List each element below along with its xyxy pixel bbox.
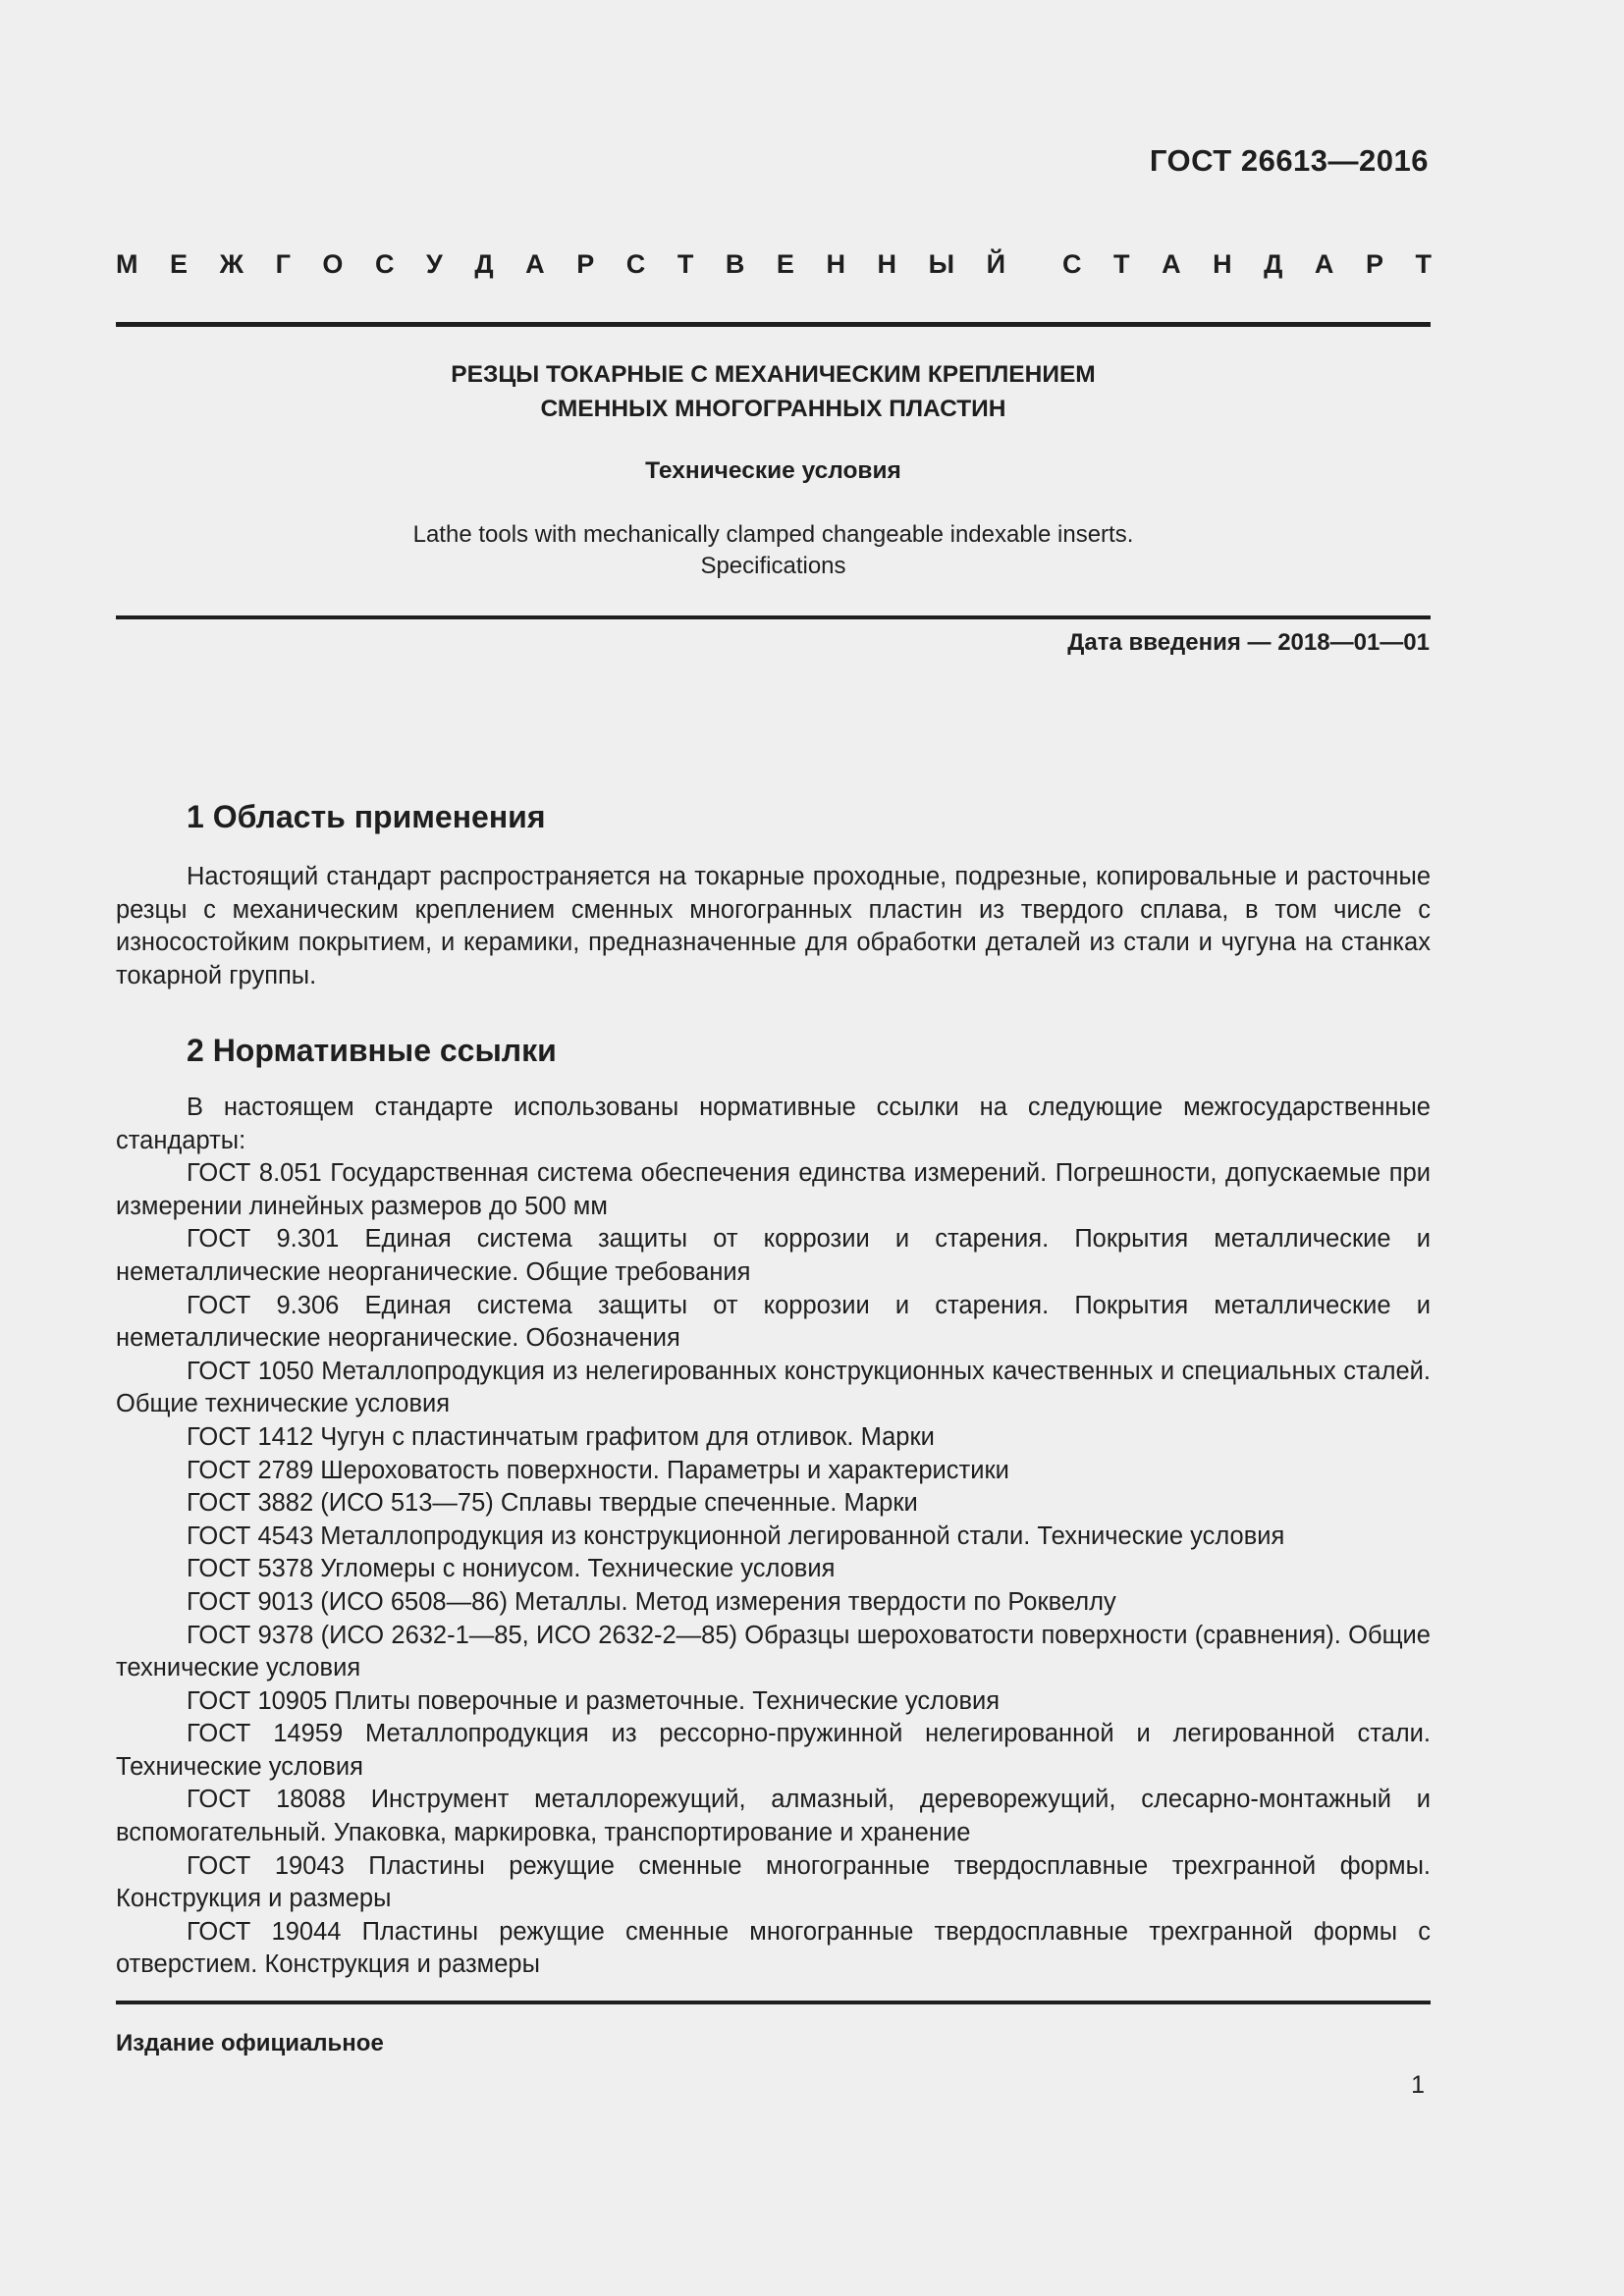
footer-rule [116, 2001, 1431, 2004]
header-rule [116, 322, 1431, 327]
section-2-body [116, 1092, 1431, 1982]
banner-letter: Р [1365, 249, 1383, 279]
reference-item: ГОСТ 1412 Чугун с пластинчатым графитом для отливок. Марки [187, 1422, 935, 1451]
page-number: 1 [1411, 2071, 1425, 2099]
document-subtitle: Технические условия [645, 457, 901, 484]
banner-letter: Н [1213, 249, 1232, 279]
reference-item: ГОСТ 19043 Пластины режущие сменные многогранные твердосплавные трехгранной формы. Конструкция и размеры [116, 1851, 1431, 1913]
banner-letter: У [426, 249, 443, 279]
reference-item: ГОСТ 10905 Плиты поверочные и разметочные. Технические условия [187, 1686, 1001, 1715]
banner-letter: С [1062, 249, 1082, 279]
section-1-paragraph: Настоящий стандарт распространяется на токарные проходные, подрезные, копировальные и расточные резцы с механическим креплением сменных многогранных пластин из твердого сплава, в том числе с износостойким покрытием, и керамики, предназначенные для обработки деталей из стали и чугуна на станках токарной группы. [116, 863, 1431, 989]
reference-item: ГОСТ 9013 (ИСО 6508—86) Металлы. Метод измерения твердости по Роквеллу [187, 1587, 1116, 1616]
banner-letter: Т [677, 249, 694, 279]
section-2-intro: В настоящем стандарте использованы нормативные ссылки на следующие межгосударственные стандарты: [116, 1094, 1431, 1154]
standard-word [1062, 249, 1432, 280]
banner-letter: Р [576, 249, 595, 279]
banner-letter: С [625, 249, 646, 279]
reference-item: ГОСТ 9378 (ИСО 2632-1—85, ИСО 2632-2—85) Образцы шероховатости поверхности (сравнения). Общие технические условия [116, 1621, 1431, 1682]
banner-letter: Д [1264, 249, 1283, 279]
banner-letter: А [1162, 249, 1181, 279]
section-1-body [116, 861, 1431, 992]
standard-number: ГОСТ 26613—2016 [1149, 143, 1429, 178]
english-title [116, 519, 1431, 582]
reference-list [116, 1157, 1431, 1982]
banner-letter: Т [1113, 249, 1130, 279]
banner-letter: О [322, 249, 344, 279]
section-1-heading: 1 Область применения [187, 799, 546, 834]
title-line-2: СМЕННЫХ МНОГОГРАННЫХ ПЛАСТИН [540, 396, 1006, 422]
reference-item: ГОСТ 9.306 Единая система защиты от коррозии и старения. Покрытия металлические и неметаллические неорганические. Обозначения [116, 1291, 1431, 1353]
title-rule [116, 615, 1431, 619]
reference-item: ГОСТ 8.051 Государственная система обеспечения единства измерений. Погрешности, допускаемые при измерении линейных размеров до 500 мм [116, 1159, 1431, 1220]
banner-letter: Ж [219, 249, 244, 279]
english-title-line-2: Specifications [700, 553, 846, 579]
reference-item: ГОСТ 3882 (ИСО 513—75) Сплавы твердые спеченные. Марки [187, 1489, 918, 1518]
official-edition-label: Издание официальное [116, 2030, 384, 2056]
reference-item: ГОСТ 18088 Инструмент металлорежущий, алмазный, дереворежущий, слесарно-монтажный и вспомогательный. Упаковка, маркировка, транспортирование и хранение [116, 1786, 1431, 1847]
reference-item: ГОСТ 2789 Шероховатость поверхности. Параметры и характеристики [187, 1456, 1009, 1484]
banner-letter: Е [776, 249, 794, 279]
banner-letter: А [1314, 249, 1334, 279]
banner-letter: С [374, 249, 395, 279]
banner-letter: Е [170, 249, 189, 279]
reference-item: ГОСТ 14959 Металлопродукция из рессорно-пружинной нелегированной и легированной стали. Технические условия [116, 1720, 1431, 1781]
introduction-date: Дата введения — 2018—01—01 [1067, 629, 1430, 656]
banner-letter: Г [275, 249, 291, 279]
banner-letter: В [725, 249, 745, 279]
title-line-1: РЕЗЦЫ ТОКАРНЫЕ С МЕХАНИЧЕСКИМ КРЕПЛЕНИЕМ [451, 361, 1096, 388]
banner-letter: Д [474, 249, 494, 279]
reference-item: ГОСТ 1050 Металлопродукция из нелегированных конструкционных качественных и специальных сталей. Общие технические условия [116, 1357, 1431, 1418]
section-2-heading: 2 Нормативные ссылки [187, 1033, 557, 1068]
interstate-standard-banner [116, 249, 1432, 280]
reference-item: ГОСТ 9.301 Единая система защиты от коррозии и старения. Покрытия металлические и неметаллические неорганические. Общие требования [116, 1225, 1431, 1286]
banner-letter: Н [877, 249, 897, 279]
banner-letter: Т [1415, 249, 1432, 279]
banner-letter: Ы [928, 249, 955, 279]
document-title [116, 357, 1431, 426]
banner-letter: А [525, 249, 545, 279]
reference-item: ГОСТ 19044 Пластины режущие сменные многогранные твердосплавные трехгранной формы с отверстием. Конструкция и размеры [116, 1917, 1431, 1979]
banner-letter: Н [826, 249, 845, 279]
reference-item: ГОСТ 4543 Металлопродукция из конструкционной легированной стали. Технические условия [187, 1522, 1285, 1550]
english-title-line-1: Lathe tools with mechanically clamped changeable indexable inserts. [412, 521, 1134, 548]
interstate-word [116, 249, 1005, 280]
reference-item: ГОСТ 5378 Угломеры с нониусом. Технические условия [187, 1555, 836, 1583]
banner-letter: М [116, 249, 138, 279]
banner-letter: Й [986, 249, 1005, 279]
